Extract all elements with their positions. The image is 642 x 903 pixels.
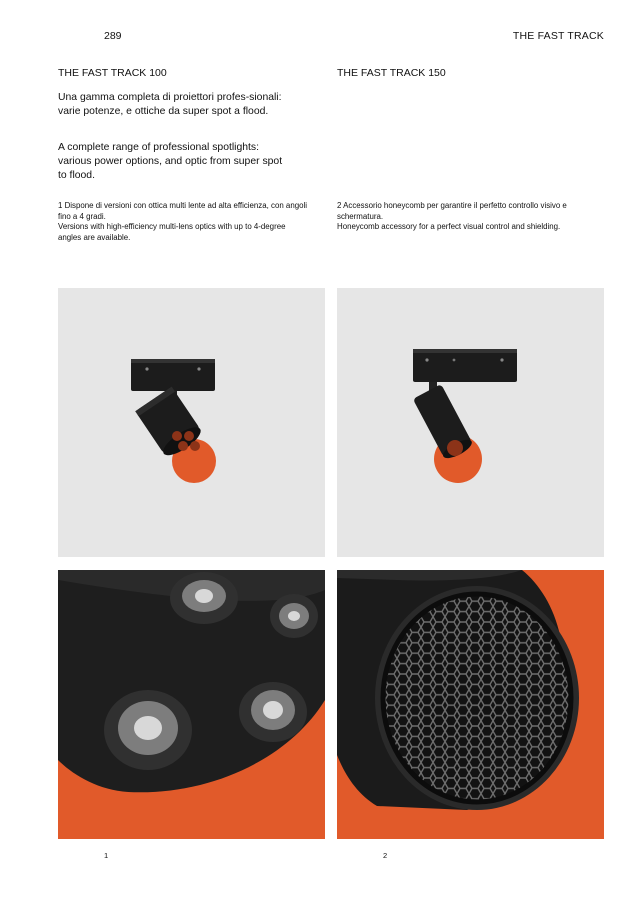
caption-2 <box>337 201 587 233</box>
running-title: THE FAST TRACK <box>512 30 604 42</box>
product-title-150: THE FAST TRACK 150 <box>337 67 446 79</box>
caption-1-italian: 1 Dispone di versioni con ottica multi lente ad alta efficienza, con angoli fino a 4 gradi. <box>58 201 307 221</box>
figure-number-2: 2 <box>383 851 388 860</box>
closeup-multi-lens-optics <box>58 570 325 839</box>
caption-1 <box>58 201 308 243</box>
caption-2-italian: 2 Accessorio honeycomb per garantire il perfetto controllo visivo e schermatura. <box>337 201 567 221</box>
caption-1-english: Versions with high-efficiency multi-lens optics with up to 4-degree angles are available. <box>58 222 286 242</box>
product-image-fast-track-150 <box>337 288 604 557</box>
product-image-fast-track-100 <box>58 288 325 557</box>
figure-number-1: 1 <box>104 851 109 860</box>
product-title-100: THE FAST TRACK 100 <box>58 67 167 79</box>
closeup-honeycomb-accessory <box>337 570 604 839</box>
page-number: 289 <box>104 30 122 42</box>
caption-2-english: Honeycomb accessory for a perfect visual control and shielding. <box>337 222 561 232</box>
intro-italian: Una gamma completa di proiettori profes-sionali: varie potenze, e ottiche da super spot a flood. <box>58 92 282 117</box>
intro-english: A complete range of professional spotlights: various power options, and optic from super spot to flood. <box>58 142 283 181</box>
